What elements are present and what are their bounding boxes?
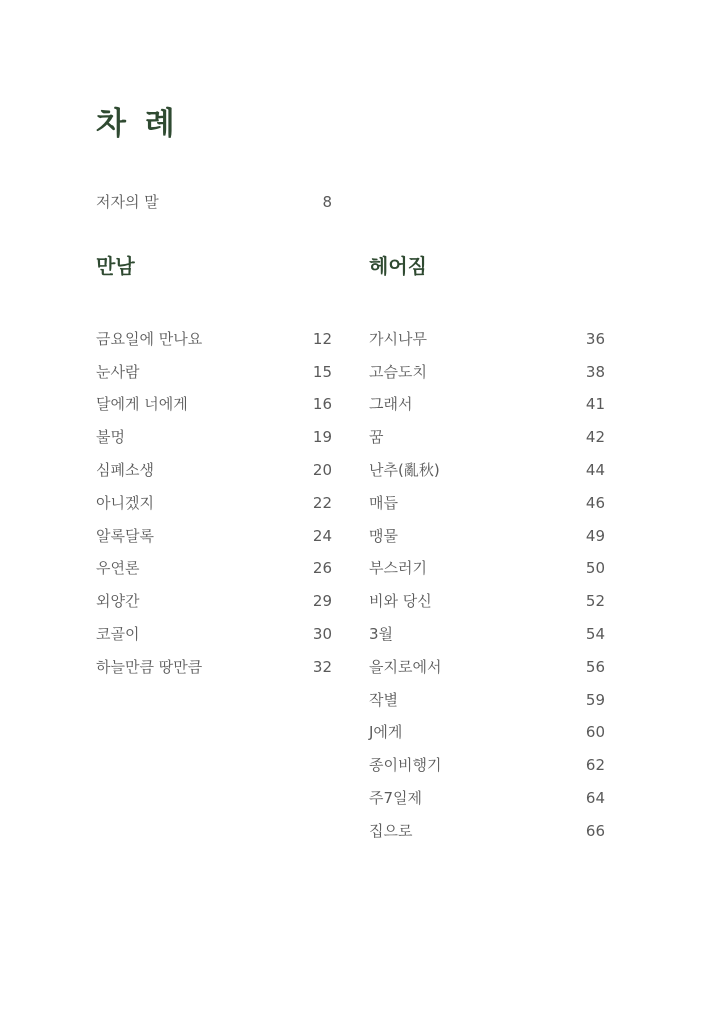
toc-entry-page-number: 41 — [585, 395, 605, 414]
toc-entry — [96, 520, 332, 553]
toc-entry — [369, 585, 605, 618]
toc-entry — [369, 323, 605, 356]
toc-entry — [369, 356, 605, 389]
toc-entry — [369, 454, 605, 487]
preface-entry — [96, 191, 332, 213]
toc-entry-label: 꿈 — [369, 428, 384, 447]
toc-entry-label: 종이비행기 — [369, 756, 442, 775]
page-title: 차 례 — [96, 105, 179, 142]
toc-entry-label: 외양간 — [96, 592, 140, 611]
toc-entry — [96, 454, 332, 487]
toc-entry — [369, 421, 605, 454]
toc-entry — [369, 651, 605, 684]
toc-entry-page-number: 44 — [585, 461, 605, 480]
toc-entry-label: 난추(亂秋) — [369, 461, 440, 480]
toc-entry — [96, 553, 332, 586]
toc-entry-label: 아니겠지 — [96, 493, 154, 512]
toc-entry-label: 코골이 — [96, 625, 140, 644]
toc-entry-page-number: 29 — [312, 592, 332, 611]
toc-entry-label: J에게 — [369, 723, 403, 742]
toc-entry-label: 을지로에서 — [369, 657, 442, 676]
toc-entry-label: 하늘만큼 땅만큼 — [96, 657, 203, 676]
toc-entry — [369, 782, 605, 815]
toc-entry-page-number: 52 — [585, 592, 605, 611]
toc-entry-label: 불멍 — [96, 428, 125, 447]
toc-entry — [96, 356, 332, 389]
toc-list-parting — [369, 323, 605, 848]
toc-entry-page-number: 24 — [312, 526, 332, 545]
toc-entry — [369, 749, 605, 782]
toc-entry-page-number: 64 — [585, 789, 605, 808]
preface-label: 저자의 말 — [96, 193, 159, 211]
toc-entry-label: 맹물 — [369, 526, 398, 545]
toc-entry-page-number: 49 — [585, 526, 605, 545]
toc-entry-label: 고슴도치 — [369, 362, 427, 381]
section-heading-parting: 헤어짐 — [369, 254, 427, 278]
toc-entry-page-number: 62 — [585, 756, 605, 775]
toc-entry-page-number: 50 — [585, 559, 605, 578]
toc-entry-label: 가시나무 — [369, 329, 427, 348]
toc-entry-label: 알록달록 — [96, 526, 154, 545]
toc-entry-page-number: 42 — [585, 428, 605, 447]
toc-entry — [96, 323, 332, 356]
toc-entry — [96, 618, 332, 651]
toc-entry — [369, 815, 605, 848]
toc-entry-page-number: 20 — [312, 461, 332, 480]
toc-entry-label: 집으로 — [369, 821, 413, 840]
preface-page-number: 8 — [322, 193, 332, 211]
toc-list-meeting — [96, 323, 332, 684]
toc-entry — [369, 553, 605, 586]
toc-entry-page-number: 15 — [312, 362, 332, 381]
toc-entry-label: 눈사람 — [96, 362, 140, 381]
toc-entry — [96, 487, 332, 520]
toc-entry-page-number: 38 — [585, 362, 605, 381]
toc-entry-page-number: 46 — [585, 493, 605, 512]
toc-entry — [369, 684, 605, 717]
toc-entry — [96, 421, 332, 454]
toc-entry-page-number: 56 — [585, 657, 605, 676]
toc-entry — [369, 389, 605, 422]
toc-entry-label: 금요일에 만나요 — [96, 329, 203, 348]
toc-entry-label: 부스러기 — [369, 559, 427, 578]
toc-entry-label: 3월 — [369, 625, 394, 644]
toc-entry-label: 주7일제 — [369, 789, 423, 808]
toc-entry — [96, 585, 332, 618]
toc-entry — [369, 618, 605, 651]
toc-entry-label: 달에게 너에게 — [96, 395, 188, 414]
toc-entry-label: 그래서 — [369, 395, 413, 414]
toc-entry-page-number: 59 — [585, 690, 605, 709]
toc-entry-page-number: 19 — [312, 428, 332, 447]
toc-entry-label: 우연론 — [96, 559, 140, 578]
toc-entry — [369, 717, 605, 750]
toc-entry-page-number: 60 — [585, 723, 605, 742]
toc-entry-page-number: 54 — [585, 625, 605, 644]
toc-entry-page-number: 30 — [312, 625, 332, 644]
toc-entry-label: 매듭 — [369, 493, 398, 512]
toc-entry-label: 작별 — [369, 690, 398, 709]
toc-entry — [96, 389, 332, 422]
toc-entry-page-number: 22 — [312, 493, 332, 512]
toc-entry — [369, 487, 605, 520]
toc-entry-page-number: 66 — [585, 821, 605, 840]
toc-entry-label: 비와 당신 — [369, 592, 432, 611]
toc-entry — [369, 520, 605, 553]
toc-entry-page-number: 32 — [312, 657, 332, 676]
toc-entry-label: 심폐소생 — [96, 461, 154, 480]
toc-entry-page-number: 36 — [585, 329, 605, 348]
toc-entry — [96, 651, 332, 684]
toc-entry-page-number: 12 — [312, 329, 332, 348]
toc-entry-page-number: 26 — [312, 559, 332, 578]
section-heading-meeting: 만남 — [96, 254, 135, 278]
toc-entry-page-number: 16 — [312, 395, 332, 414]
